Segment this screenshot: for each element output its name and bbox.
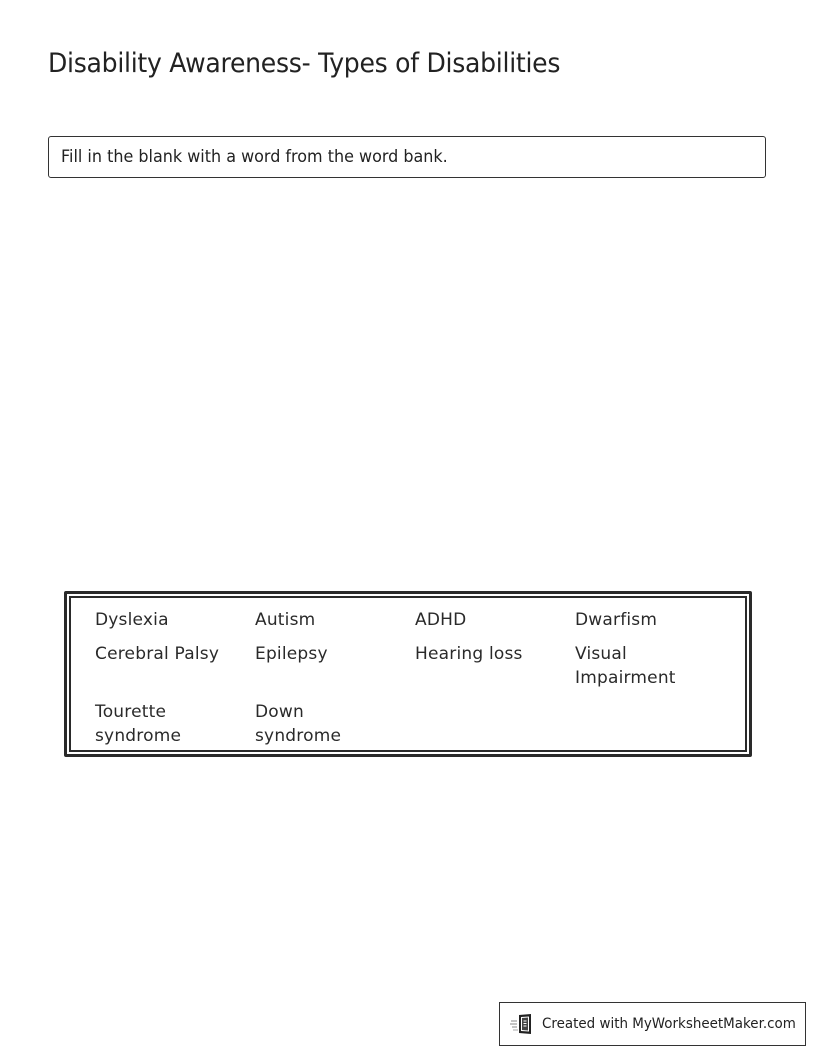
word-bank-item: Epilepsy (255, 644, 328, 664)
instructions-text: Fill in the blank with a word from the word bank. (61, 147, 448, 167)
word-bank-item: Dyslexia (95, 610, 169, 630)
word-bank-item: Cerebral Palsy (95, 644, 220, 664)
word-bank-item: ADHD (415, 610, 467, 630)
myworksheetmaker-logo-icon (510, 1012, 536, 1036)
footer-credit-text: Created with MyWorksheetMaker.com (542, 1016, 796, 1032)
word-bank-grid (95, 608, 735, 748)
word-bank-item: Tourette syndrome (95, 702, 182, 746)
page-title: Disability Awareness- Types of Disabilities (48, 48, 561, 79)
word-bank-item: Dwarfism (575, 610, 658, 630)
word-bank-item: Hearing loss (415, 644, 523, 664)
word-bank-item: Autism (255, 610, 316, 630)
instructions-box (48, 136, 766, 178)
word-bank-item: Visual Impairment (575, 644, 676, 688)
word-bank-item: Down syndrome (255, 702, 342, 746)
word-bank (64, 591, 752, 757)
word-bank-inner-border (69, 596, 747, 752)
footer-credit-badge[interactable] (499, 1002, 806, 1046)
